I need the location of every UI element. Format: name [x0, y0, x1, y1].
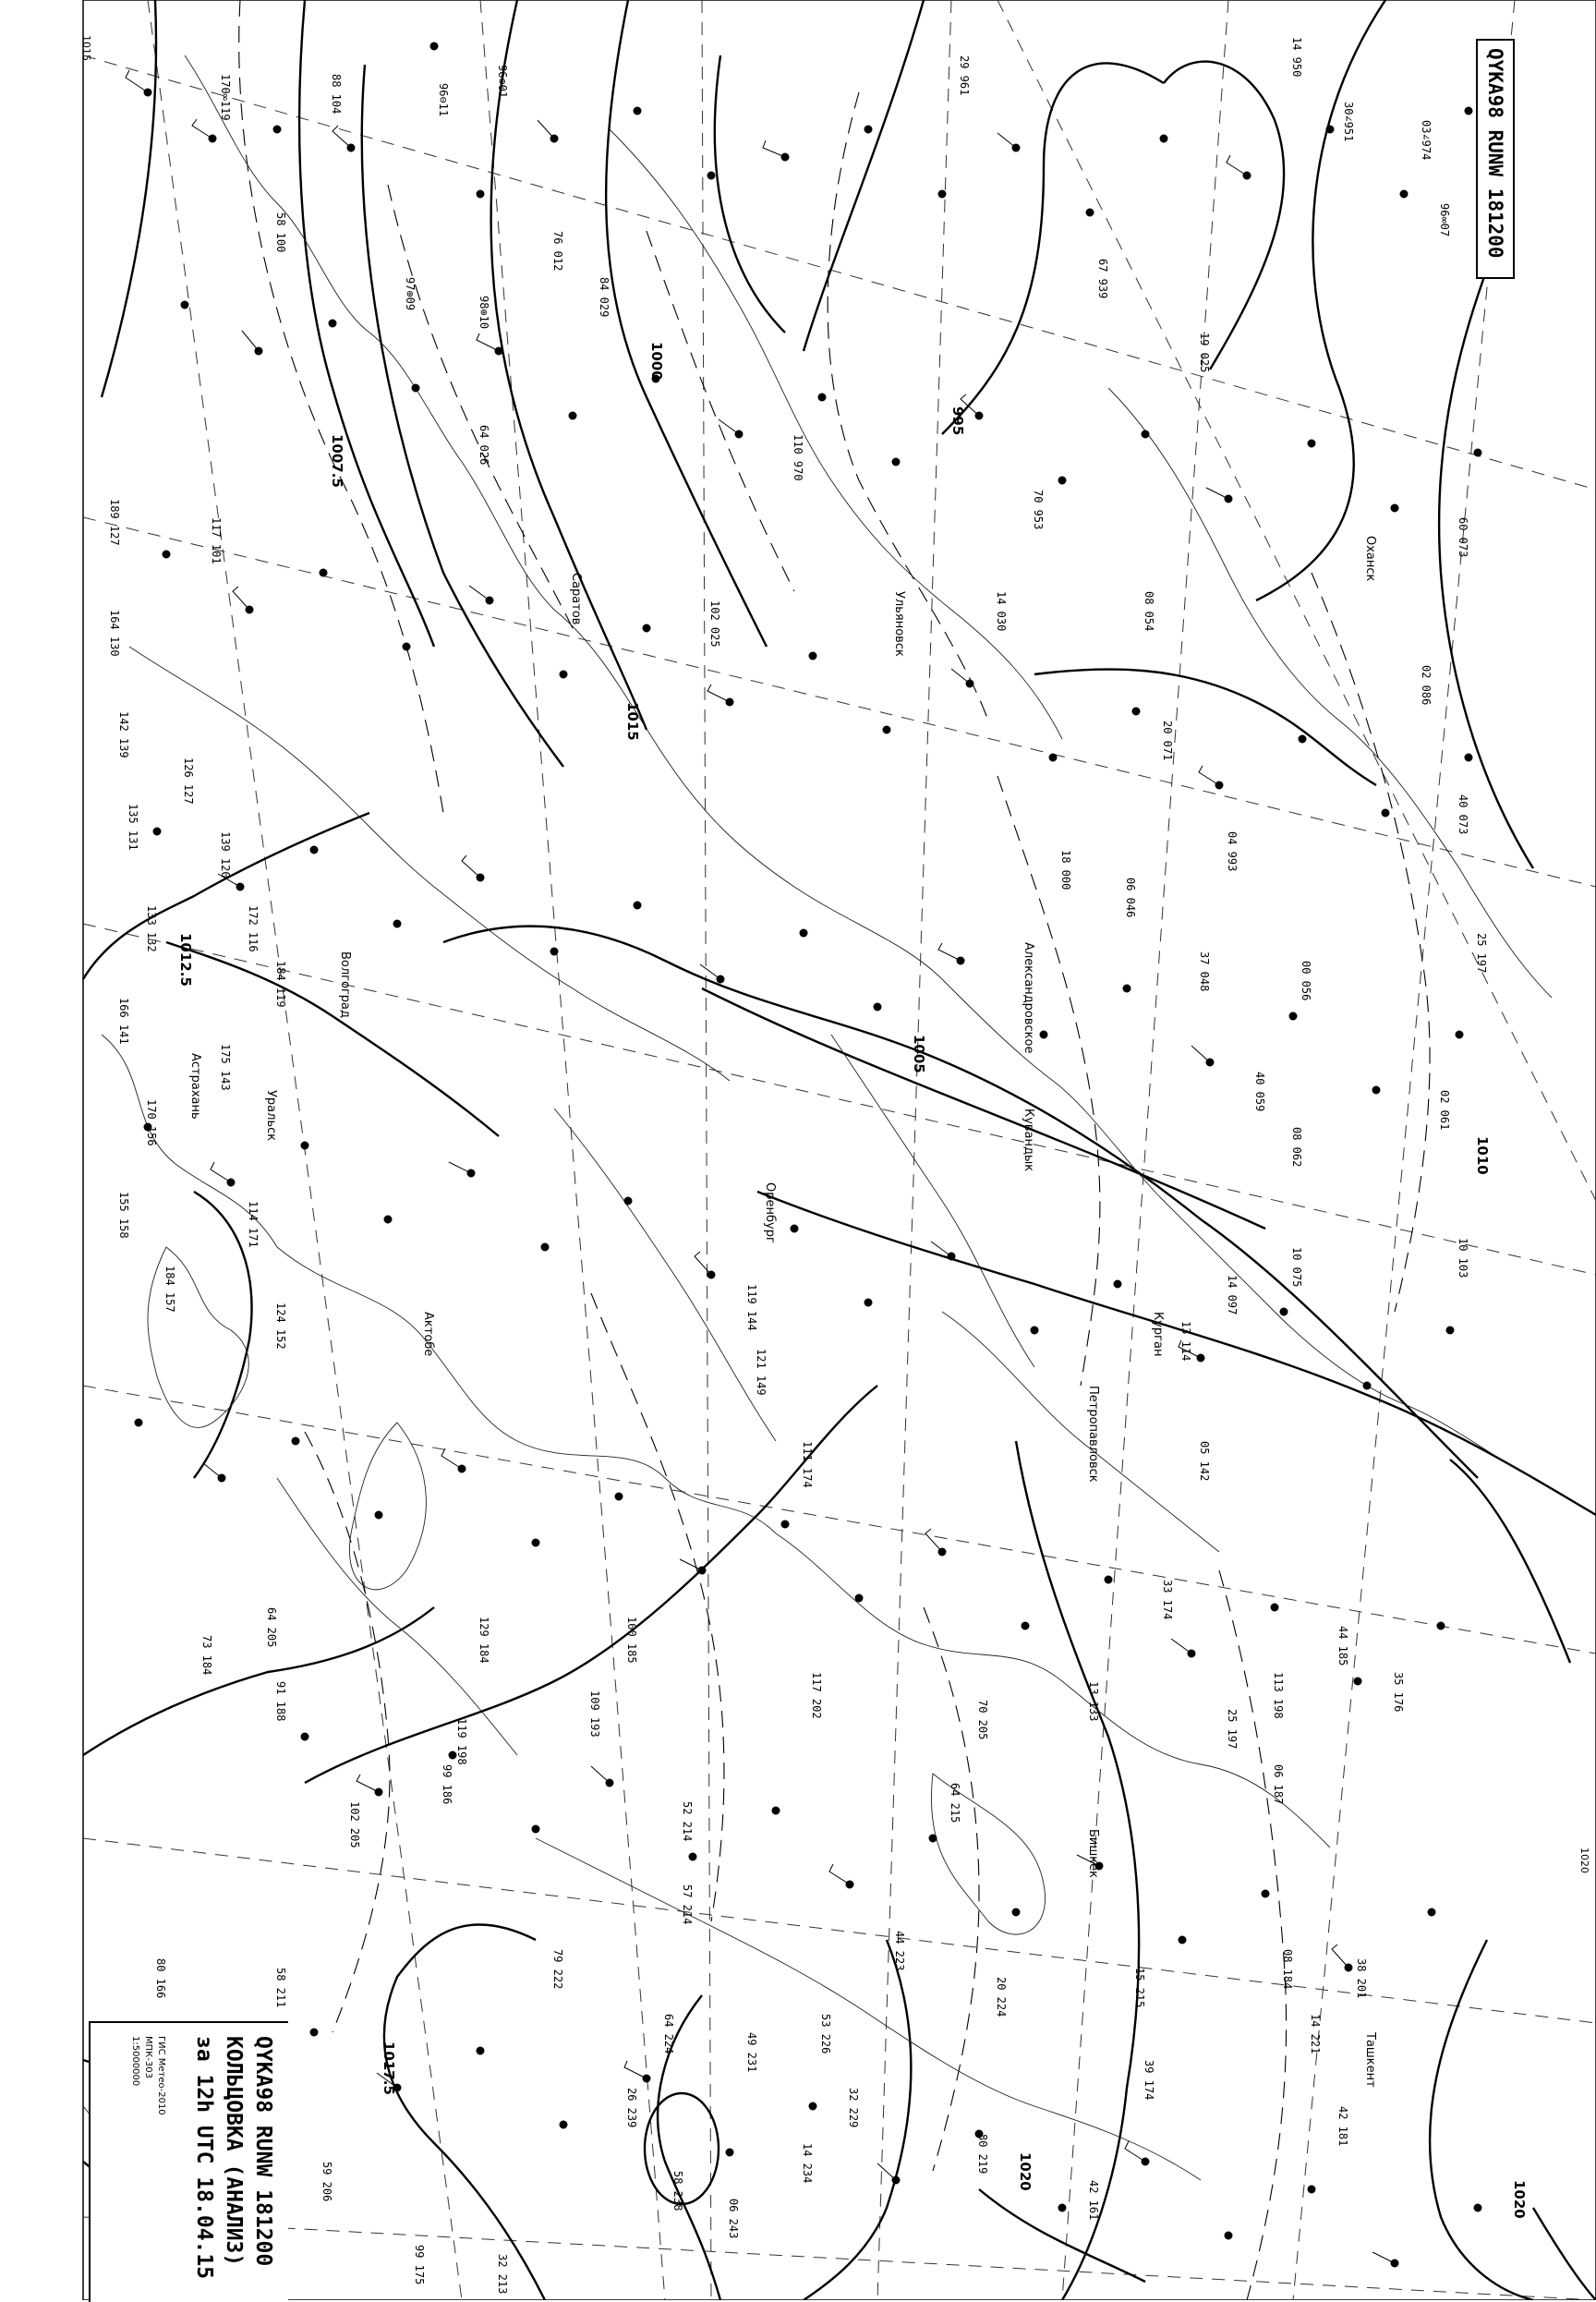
station-report: 97⊕09: [404, 277, 417, 311]
station-report: 119 198: [455, 1718, 468, 1765]
station-report: 164 130: [108, 610, 121, 657]
city-label: Саратов: [569, 573, 583, 625]
station-report: 129 184: [478, 1617, 490, 1664]
station-report: 76 012: [551, 231, 564, 272]
city-label: Оренбург: [763, 1182, 777, 1243]
city-label: Ташкент: [1363, 2032, 1377, 2088]
station-report: 64 205: [265, 1607, 278, 1648]
station-report: 70 205: [976, 1700, 989, 1740]
station-report: 59 206: [320, 2162, 333, 2202]
station-report: 189 127: [108, 499, 121, 546]
station-report: 155 158: [117, 1192, 130, 1239]
station-report: 10 075: [1290, 1247, 1303, 1288]
station-report: 64 026: [478, 425, 490, 466]
station-report: 64 224: [662, 2014, 675, 2054]
station-report: 14 950: [1290, 37, 1303, 78]
station-report: 184 119: [274, 961, 287, 1008]
station-report: 99 186: [441, 1764, 453, 1805]
legend-scale: 1:5000000: [130, 2036, 140, 2087]
station-report: 32 229: [847, 2088, 860, 2128]
legend-software: ГИС Метео-2010: [156, 2036, 166, 2115]
station-report: 175 143: [219, 1044, 232, 1091]
station-report: 35 176: [1392, 1672, 1405, 1713]
station-report: 96⊕01: [496, 65, 509, 99]
station-report: 02 061: [1438, 1090, 1451, 1131]
station-report: 102 205: [348, 1801, 361, 1848]
station-report: 119 144: [745, 1284, 758, 1331]
station-report: 14 030: [995, 591, 1008, 632]
station-report: 58 238: [671, 2171, 684, 2211]
isobar-label: 995: [949, 406, 966, 436]
station-report: 42 181: [1336, 2106, 1349, 2147]
station-report: 117 202: [810, 1672, 823, 1719]
map-title-box: [1476, 39, 1515, 279]
station-report: 166 141: [117, 998, 130, 1045]
station-report: 39 174: [1143, 2060, 1155, 2101]
edge-label: 1020: [1578, 1848, 1590, 1873]
isobar-label: 1020: [1017, 2152, 1034, 2191]
station-report: 29 961: [958, 55, 971, 96]
station-report: 57 214: [681, 1884, 694, 1925]
station-report: 04 993: [1226, 831, 1239, 872]
station-report: 133 132: [145, 905, 158, 952]
station-report: 96∞07: [1438, 203, 1451, 237]
station-report: 79 222: [551, 1949, 564, 1990]
isobar-label: 1017.5: [381, 2042, 397, 2095]
station-report: 25 197: [1475, 933, 1488, 974]
station-report: 10 103: [1457, 1238, 1469, 1278]
station-report: 13 114: [1179, 1321, 1192, 1362]
station-report: 70 953: [1032, 490, 1045, 530]
station-report: 73 184: [200, 1635, 213, 1676]
city-label: Волгоград: [338, 951, 352, 1019]
station-report: 117 101: [210, 517, 223, 564]
station-report: 170∞119: [219, 74, 232, 121]
city-label: Бишкек: [1086, 1829, 1100, 1878]
station-report: 98⊕10: [478, 296, 490, 330]
station-report: 135 131: [127, 804, 139, 851]
station-report: 44 223: [893, 1931, 906, 1971]
station-report: 40 059: [1253, 1072, 1266, 1112]
station-report: 06 187: [1272, 1764, 1285, 1805]
station-report: 91 188: [274, 1681, 287, 1722]
station-report: 52 214: [681, 1801, 694, 1842]
legend-projection: MПК-303: [143, 2036, 153, 2078]
station-report: 44 185: [1336, 1626, 1349, 1666]
station-report: 15 215: [1133, 1968, 1146, 2008]
city-label: Курган: [1151, 1312, 1165, 1357]
station-report: 58 100: [274, 212, 287, 253]
station-report: 139 120: [219, 831, 232, 878]
station-report: 40 073: [1457, 794, 1469, 835]
city-label: Александровское: [1022, 942, 1035, 1054]
station-report: 184 157: [163, 1266, 176, 1313]
map-code-title: QYKA98 RUNW 181200: [1484, 48, 1506, 259]
station-report: 08 062: [1290, 1127, 1303, 1168]
station-report: 20 224: [995, 1977, 1008, 2017]
station-report: 64 215: [949, 1783, 961, 1823]
station-report: 102 025: [708, 600, 721, 648]
station-report: 53 226: [819, 2014, 832, 2054]
station-report: 124 152: [274, 1302, 287, 1350]
station-report: 111 174: [801, 1441, 814, 1488]
station-report: 109 193: [588, 1690, 601, 1738]
station-report: 67 939: [1096, 259, 1109, 299]
station-report: 06 243: [727, 2199, 740, 2239]
station-report: 00 056: [1300, 961, 1312, 1001]
legend-chart-name: КОЛЬЦОВКА (АНАЛИЗ): [222, 2036, 246, 2267]
station-report: 14 234: [801, 2143, 814, 2184]
city-label: Уральск: [264, 1090, 278, 1142]
city-label: Астрахань: [188, 1053, 202, 1120]
city-label: Ульяновск: [892, 591, 906, 657]
station-report: 08 184: [1281, 1949, 1294, 1990]
edge-label: 1015: [80, 35, 92, 61]
station-report: 110 970: [792, 434, 804, 481]
station-report: 05 142: [1198, 1441, 1211, 1482]
legend-valid-time: за 12h UTC 18.04.15: [192, 2036, 216, 2280]
station-report: 126 127: [182, 757, 195, 805]
station-report: 100 185: [625, 1617, 638, 1664]
isobar-label: 1005: [911, 1035, 927, 1073]
station-report: 30∠951: [1342, 102, 1355, 142]
isobar-label: 1007.5: [329, 434, 345, 488]
station-report: 25 197: [1226, 1709, 1239, 1750]
station-report: 08 054: [1143, 591, 1155, 632]
station-report: 121 149: [755, 1349, 768, 1396]
station-report: 20 071: [1161, 721, 1174, 761]
city-label: Оханск: [1363, 536, 1377, 582]
station-report: 172 116: [247, 905, 260, 952]
station-report: 114 171: [247, 1201, 260, 1248]
station-report: 14 097: [1226, 1275, 1239, 1315]
station-report: 38 201: [1355, 1958, 1368, 1999]
isobar-label: 1012.5: [177, 933, 194, 987]
station-report: 03∠974: [1420, 120, 1433, 161]
station-report: 113 198: [1272, 1672, 1285, 1719]
station-report: 42 161: [1087, 2180, 1100, 2221]
station-report: 13 133: [1087, 1681, 1100, 1722]
station-report: 80 219: [976, 2134, 989, 2175]
city-label: Петропавловск: [1086, 1386, 1100, 1483]
station-report: 99 175: [413, 2245, 426, 2285]
city-label: Кувандык: [1022, 1109, 1035, 1172]
station-report: 60 073: [1457, 517, 1469, 558]
station-report: 06 046: [1124, 878, 1137, 918]
station-report: 14 221: [1309, 2014, 1322, 2054]
isobar-label: 1015: [624, 702, 641, 741]
station-report: 58 211: [274, 1968, 287, 2008]
legend-code: QYKA98 RUNW 181200: [251, 2036, 275, 2267]
isobar-label: 1020: [1511, 2180, 1528, 2219]
station-report: 26 239: [625, 2088, 638, 2128]
isobar-label: 1000: [648, 342, 665, 381]
station-report: 84 029: [598, 277, 611, 318]
station-report: 02 086: [1420, 665, 1433, 706]
station-report: 49 231: [745, 2032, 758, 2073]
legend-box: [89, 2021, 288, 2302]
station-report: 96⊖11: [437, 83, 450, 117]
station-report: 80 166: [154, 1958, 167, 1999]
station-report: 32 213: [496, 2254, 509, 2295]
station-report: 18 000: [1059, 850, 1072, 891]
station-report: 170 156: [145, 1099, 158, 1146]
station-report: 88 104: [330, 74, 343, 115]
isobar-label: 1010: [1474, 1136, 1491, 1175]
station-report: 19 025: [1198, 333, 1211, 373]
station-report: 142 139: [117, 711, 130, 758]
city-label: Актобе: [421, 1312, 435, 1357]
station-report: 37 048: [1198, 951, 1211, 992]
station-report: 33 174: [1161, 1580, 1174, 1620]
